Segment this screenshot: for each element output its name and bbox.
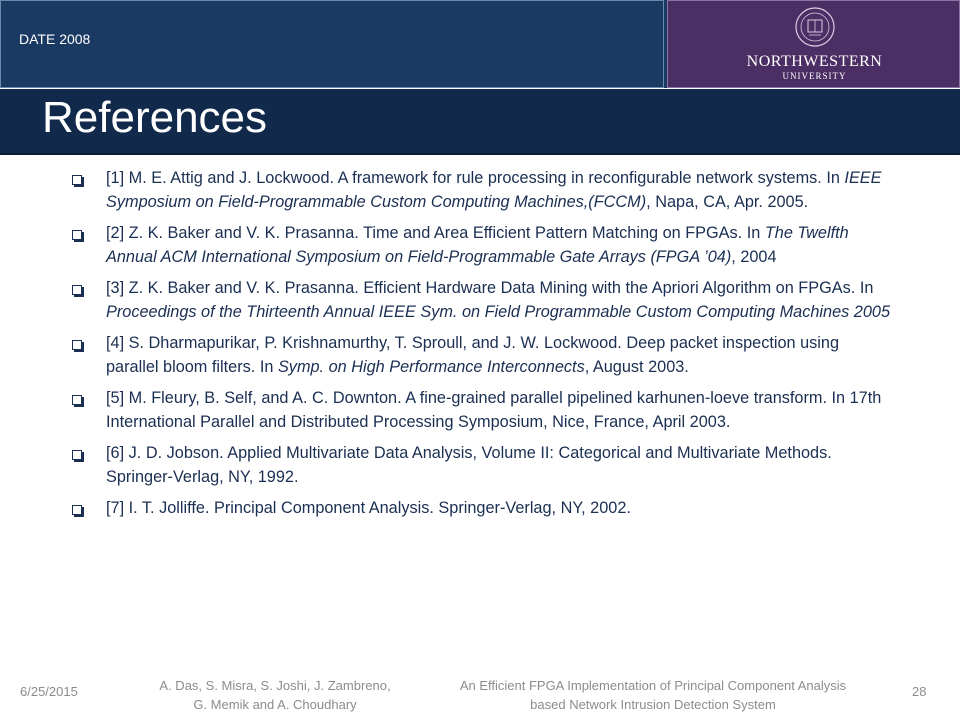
- reference-venue: The Twelfth Annual ACM International Symposium on Field-Programmable Gate Arrays (FPGA ’04): [106, 224, 849, 266]
- reference-details: , 2004: [731, 248, 777, 266]
- footer-title-line: based Network Intrusion Detection System: [530, 697, 776, 712]
- reference-venue: IEEE Symposium on Field-Programmable Custom Computing Machines,(FCCM): [106, 169, 882, 211]
- conference-label: DATE 2008: [19, 31, 91, 47]
- footer-authors: [140, 676, 410, 714]
- footer-title-line: An Efficient FPGA Implementation of Principal Component Analysis: [459, 678, 847, 693]
- reference-item: [72, 221, 894, 269]
- university-logo: [667, 0, 960, 88]
- square-bullet-icon: [72, 450, 82, 460]
- page-number: 28: [912, 684, 927, 699]
- reference-item: [72, 331, 894, 379]
- reference-text: [7] I. T. Jolliffe. Principal Component Analysis. Springer-Verlag, NY, 2002.: [106, 499, 631, 517]
- conference-box: [0, 0, 664, 88]
- square-bullet-icon: [72, 395, 82, 405]
- reference-item: [72, 276, 894, 324]
- square-bullet-icon: [72, 230, 82, 240]
- reference-item: [72, 441, 894, 489]
- slide-title: References: [42, 93, 268, 142]
- reference-venue: Proceedings of the Thirteenth Annual IEEE Sym. on Field Programmable Custom Computing Machines 2005: [106, 303, 891, 321]
- university-seal-icon: [795, 5, 835, 49]
- square-bullet-icon: [72, 175, 82, 185]
- reference-details: , August 2003.: [584, 358, 689, 376]
- reference-text: [2] Z. K. Baker and V. K. Prasanna. Time and Area Efficient Pattern Matching on FPGAs. In: [106, 224, 765, 242]
- reference-details: , Napa, CA, Apr. 2005.: [646, 193, 809, 211]
- footer-title: [428, 676, 878, 714]
- reference-item: [72, 496, 894, 520]
- square-bullet-icon: [72, 285, 82, 295]
- square-bullet-icon: [72, 340, 82, 350]
- slide-footer: [0, 676, 960, 720]
- reference-item: [72, 386, 894, 434]
- reference-item: [72, 166, 894, 214]
- university-name: NORTHWESTERN: [746, 53, 883, 70]
- title-bar: [0, 89, 960, 155]
- university-subtitle: UNIVERSITY: [782, 71, 847, 81]
- reference-venue: Symp. on High Performance Interconnects: [277, 358, 585, 376]
- reference-text: [4] S. Dharmapurikar, P. Krishnamurthy, T. Sproull, and J. W. Lockwood. Deep packet inspection using parallel bloom filters. In: [106, 334, 840, 376]
- footer-date: 6/25/2015: [20, 684, 78, 699]
- reference-text: [1] M. E. Attig and J. Lockwood. A framework for rule processing in reconfigurable network systems. In: [106, 169, 845, 187]
- footer-authors-line: A. Das, S. Misra, S. Joshi, J. Zambreno,: [159, 678, 391, 693]
- square-bullet-icon: [72, 505, 82, 515]
- reference-list: [72, 166, 894, 527]
- footer-authors-line: G. Memik and A. Choudhary: [193, 697, 357, 712]
- reference-text: [3] Z. K. Baker and V. K. Prasanna. Efficient Hardware Data Mining with the Apriori Algorithm on FPGAs. In: [106, 279, 874, 297]
- reference-text: [6] J. D. Jobson. Applied Multivariate Data Analysis, Volume II: Categorical and Multivariate Methods. Springer-Verlag, NY, 1992.: [106, 444, 832, 486]
- header-bar: [0, 0, 960, 88]
- reference-text: [5] M. Fleury, B. Self, and A. C. Downton. A fine-grained parallel pipelined karhunen-loeve transform. In 17th International Parallel and Distributed Processing Symposium, Nice, France, April 2003.: [106, 389, 882, 431]
